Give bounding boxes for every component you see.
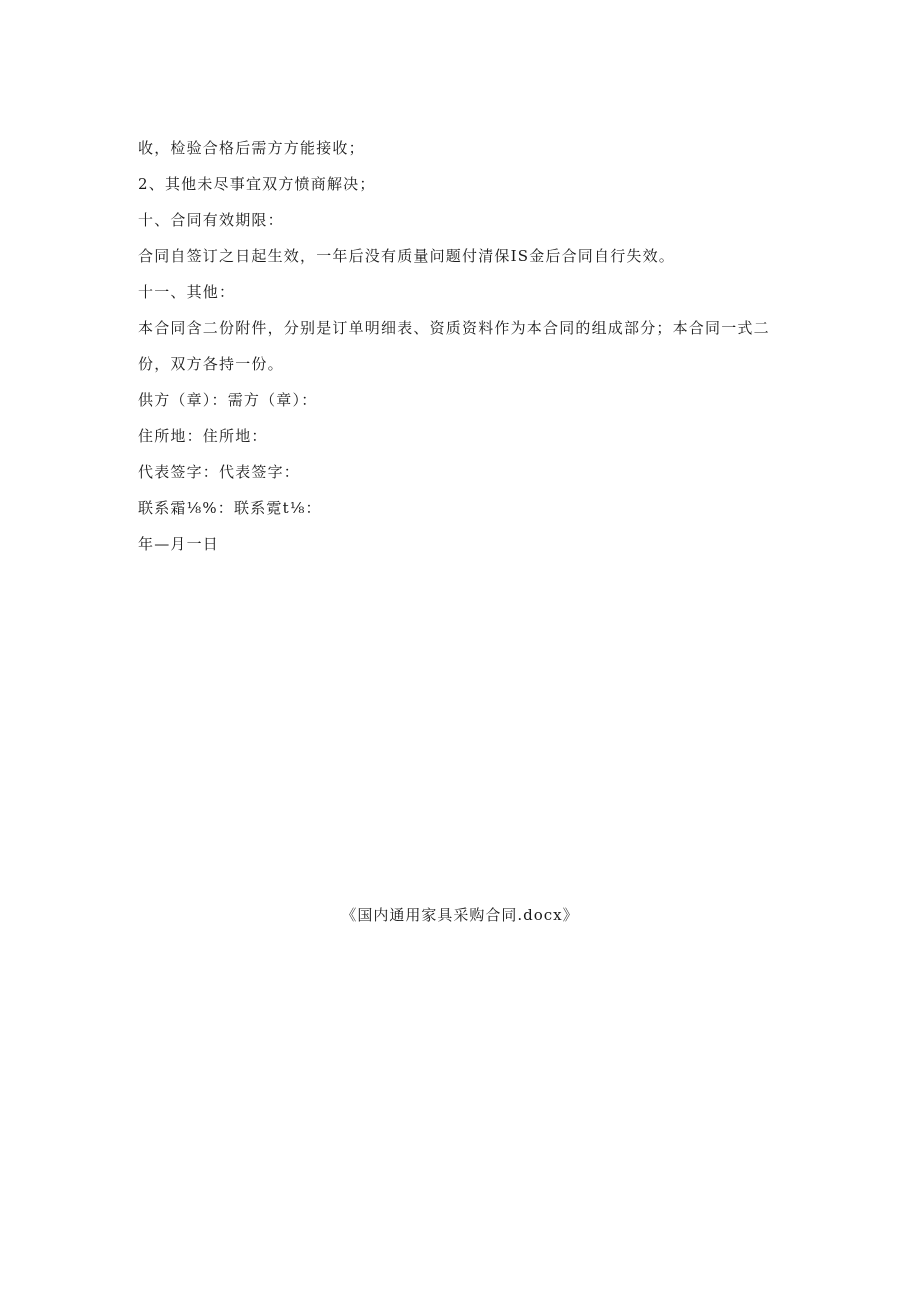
signature-line-representative: 代表签字：代表签字： bbox=[138, 463, 301, 481]
signature-line-address: 住所地：住所地： bbox=[138, 427, 268, 445]
signature-line-seal: 供方（章）：需方（章）： bbox=[138, 391, 318, 409]
signature-line-date: 年—月一日 bbox=[138, 535, 220, 553]
document-body bbox=[138, 136, 778, 568]
document-footer-filename: 《国内通用家具采购合同.docx》 bbox=[341, 906, 579, 924]
section-heading: 十、合同有效期限： bbox=[138, 211, 284, 229]
clause-line: 合同自签订之日起生效，一年后没有质量问题付清保IS金后合同自行失效。 bbox=[138, 247, 676, 265]
clause-paragraph: 本合同含二份附件，分别是订单明细表、资质资料作为本合同的组成部分；本合同一式二份，双方各持一份。 bbox=[138, 319, 770, 373]
clause-line: 收，检验合格后需方方能接收； bbox=[138, 139, 365, 157]
signature-line-contact: 联系霜⅛%：联系霓t⅛： bbox=[138, 499, 322, 517]
section-heading: 十一、其他： bbox=[138, 283, 236, 301]
clause-line: 2、其他未尽事宜双方愤商解决； bbox=[138, 175, 376, 193]
